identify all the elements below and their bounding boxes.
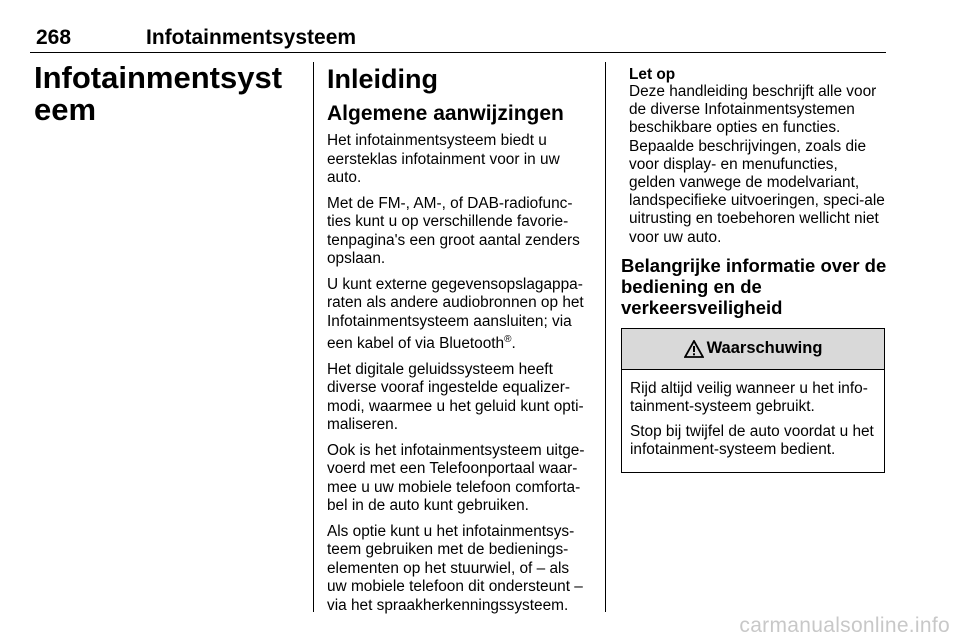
running-title: Infotainmentsysteem	[146, 26, 357, 49]
page-header	[30, 14, 886, 53]
warning-header	[622, 329, 884, 370]
note-body: Deze handleiding beschrijft alle voor de diverse Infotainmentsystemen beschikbare opties en functies. Bepaalde beschrijvingen, zoals die voor display- en menufuncties, gelden vanwege de modelvariant, landspecifieke uitvoeringen, speci-ale uitrusting en toebehoren wellicht niet voor uw auto.	[629, 83, 885, 246]
paragraph: Het digitale geluidssysteem heeft diverse vooraf ingestelde equalizer-modi, waarmee u het geluid kunt opti-maliseren.	[327, 360, 584, 434]
column-divider-right	[605, 62, 606, 612]
paragraph: Met de FM-, AM-, of DAB-radiofunc-ties kunt u op verschillende favorie-tenpagina's een groot aantal zenders opslaan.	[327, 194, 580, 267]
page-number: 268	[36, 26, 72, 49]
warning-box	[621, 328, 885, 473]
column-divider-left	[313, 62, 314, 612]
registered-mark: ®	[504, 334, 512, 345]
safety-heading: Belangrijke informatie over de bediening en de verkeersveiligheid	[621, 254, 887, 318]
paragraph-period: .	[511, 335, 516, 353]
subsection-heading: Algemene aanwijzingen	[327, 102, 564, 125]
paragraph: Het infotainmentsysteem biedt u eersteklas infotainment voor in uw auto.	[327, 132, 560, 186]
chapter-title: Infotainmentsysteem	[34, 60, 283, 127]
warning-paragraph: Rijd altijd veilig wanneer u het info-tainment-systeem gebruikt.	[630, 379, 868, 416]
warning-title: Waarschuwing	[706, 339, 823, 358]
paragraph-bluetooth	[327, 276, 592, 354]
main-column	[327, 64, 592, 622]
paragraph: Als optie kunt u het infotainmentsys-teem gebruiken met de bedienings-elementen op het stuurwiel, of – als uw mobiele telefoon dit ondersteunt – via het spraakherkenningssysteem.	[327, 522, 583, 614]
side-column	[621, 66, 887, 473]
watermark: carmanualsonline.info	[739, 614, 950, 637]
section-heading: Inleiding	[327, 64, 438, 94]
warning-paragraph: Stop bij twijfel de auto voordat u het infotainment-systeem bedient.	[630, 422, 874, 459]
warning-triangle-icon	[684, 340, 704, 358]
paragraph-text: U kunt externe gegevensopslagappa-raten als andere audiobronnen op het Infotainmentsysteem aansluiten; via een kabel of via Bluetooth	[327, 275, 584, 353]
paragraph: Ook is het infotainmentsysteem uitge-voerd met een Telefoonportaal waar-mee u uw mobiele telefoon comforta-bel in de auto kunt gebruiken.	[327, 441, 585, 515]
note-title: Let op	[629, 66, 676, 83]
warning-body	[622, 370, 884, 472]
